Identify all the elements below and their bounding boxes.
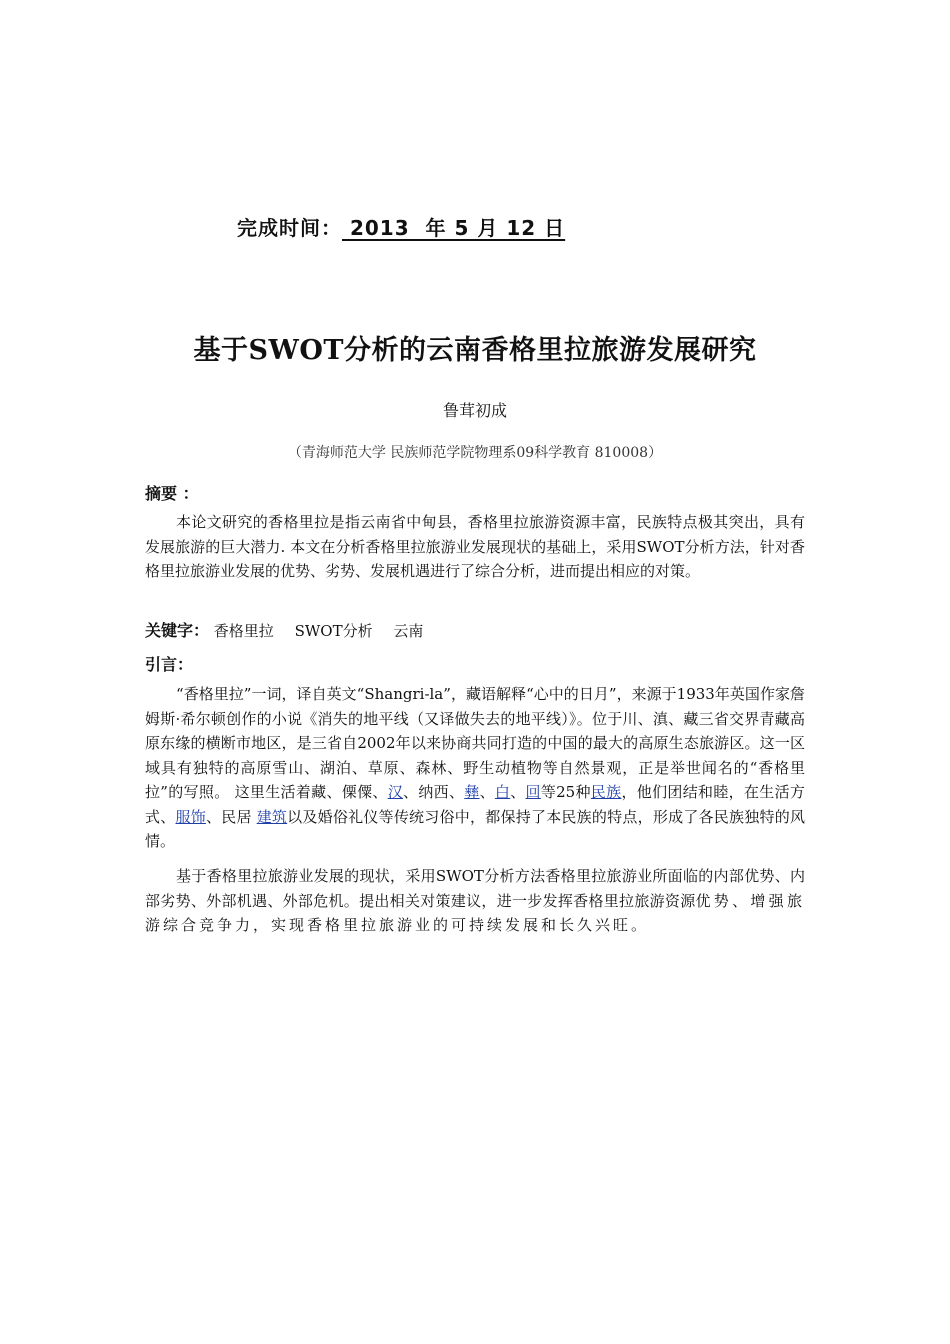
separator: 、 [479, 783, 495, 801]
affiliation: （青海师范大学 民族师范学院物理系09科学教育 810008） [287, 445, 663, 461]
abstract-text: 本论文研究的香格里拉是指云南省中甸县，香格里拉旅游资源丰富，民族特点极其突出，具有发展旅游的巨大潜力. 本文在分析香格里拉旅游业发展现状的基础上，采用SWOT分析方法，针对香格里拉旅游业发展的优势、劣势、发展机遇进行了综合分析，进而提出相应的对策。 [145, 513, 805, 580]
date-label: 完成时间： [237, 216, 342, 240]
link-hui[interactable]: 回 [525, 783, 541, 801]
link-han[interactable]: 汉 [387, 783, 404, 801]
link-jianzhu[interactable]: 建筑 [256, 807, 288, 826]
intro-text: 等25种 [540, 783, 591, 801]
completion-date [237, 212, 565, 241]
intro-heading: 引言： [145, 655, 194, 674]
separator: 、 [510, 783, 526, 801]
paper-title: 基于SWOT分析的云南香格里拉旅游发展研究 [193, 335, 757, 366]
intro-text: 优势、增强旅游综合竞争力，实现香格里拉旅游业的可持续发展和长久兴旺。 [145, 891, 805, 934]
abstract-heading: 摘要 ： [145, 484, 199, 503]
keyword: 香格里拉 [213, 622, 274, 640]
intro-paragraph-1 [145, 682, 805, 854]
intro-text: 、纳西、 [403, 783, 465, 801]
keywords [145, 618, 439, 641]
keyword: 云南 [393, 622, 424, 640]
link-bai[interactable]: 白 [494, 783, 511, 801]
intro-text: ，他们团结和睦，在生活方式、 [145, 783, 805, 826]
intro-paragraph-2 [145, 864, 805, 938]
link-minzu[interactable]: 民族 [590, 783, 622, 801]
date-value: 2013 年 5 月 12 日 [342, 216, 566, 240]
intro-text: 以及婚俗礼仪等传统习俗中，都保持了本民族的特点，形成了各民族独特的风情。 [145, 807, 805, 850]
keyword: SWOT分析 [294, 622, 373, 640]
intro-text: 、民居 [205, 807, 257, 826]
author: 鲁茸初成 [442, 401, 507, 420]
link-yi[interactable]: 彝 [464, 783, 480, 801]
link-fushi[interactable]: 服饰 [175, 807, 206, 826]
keywords-label: 关键字： [145, 621, 210, 640]
intro-text: 基于香格里拉旅游业发展的现状，采用SWOT分析方法香格里拉旅游业所面临的内部优势、内部劣势、外部机遇、外部危机。提出相关对策建议，进一步发挥香格里拉旅游资源 [145, 867, 805, 910]
intro-text: “香格里拉”一词，译自英文“Shangri-la”，藏语解释“心中的日月”，来源于1933年英国作家詹姆斯·希尔顿创作的小说《消失的地平线（又译做失去的地平线）》。位于川、滇、藏三省交界青藏高原东缘的横断市地区，是三省自2002年以来协商共同打造的中国的最大的高原生态旅游区。这一区域具有独特的高原雪山、湖泊、草原、森林、野生动植物等自然景观，正是举世闻名的“香格里拉”的写照。 这里生活着藏、傈僳、 [145, 685, 805, 801]
